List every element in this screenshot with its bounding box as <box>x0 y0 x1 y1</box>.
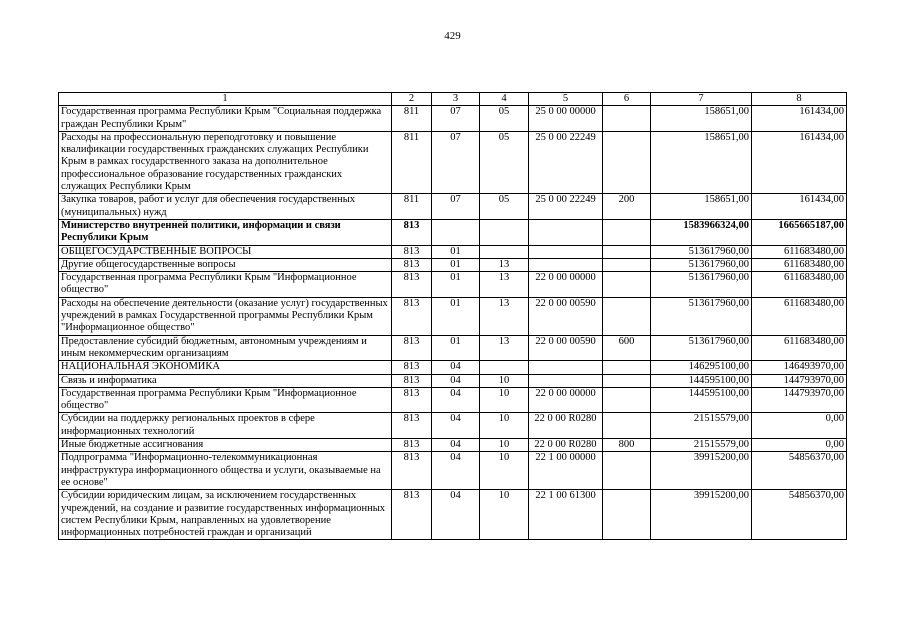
expense-type-cell <box>603 106 651 132</box>
amount-cell: 1665665187,00 <box>752 219 847 245</box>
section-cell: 04 <box>432 413 480 439</box>
target-article-cell <box>529 245 603 258</box>
amount-cell: 0,00 <box>752 413 847 439</box>
table-row <box>59 452 847 490</box>
section-cell: 04 <box>432 490 480 540</box>
expense-type-cell <box>603 452 651 490</box>
table-row <box>59 219 847 245</box>
column-header-8: 8 <box>752 93 847 106</box>
target-article-cell: 25 0 00 22249 <box>529 131 603 193</box>
subsection-cell: 10 <box>480 452 529 490</box>
table-row <box>59 131 847 193</box>
description-cell: Субсидии на поддержку региональных проектов в сфере информационных технологий <box>59 413 392 439</box>
subsection-cell <box>480 245 529 258</box>
subsection-cell: 10 <box>480 387 529 413</box>
table-row <box>59 335 847 361</box>
subsection-cell: 10 <box>480 439 529 452</box>
code-cell: 813 <box>392 272 432 298</box>
amount-cell: 54856370,00 <box>752 452 847 490</box>
amount-cell: 513617960,00 <box>651 245 752 258</box>
subsection-cell: 05 <box>480 106 529 132</box>
amount-cell: 144793970,00 <box>752 374 847 387</box>
column-header-3: 3 <box>432 93 480 106</box>
code-cell: 811 <box>392 131 432 193</box>
subsection-cell: 05 <box>480 131 529 193</box>
target-article-cell: 22 0 00 R0280 <box>529 439 603 452</box>
description-cell: ОБЩЕГОСУДАРСТВЕННЫЕ ВОПРОСЫ <box>59 245 392 258</box>
subsection-cell: 13 <box>480 258 529 271</box>
table-row <box>59 194 847 220</box>
code-cell: 811 <box>392 106 432 132</box>
table-row <box>59 439 847 452</box>
column-header-6: 6 <box>603 93 651 106</box>
amount-cell: 144793970,00 <box>752 387 847 413</box>
amount-cell: 146295100,00 <box>651 361 752 374</box>
expense-type-cell <box>603 490 651 540</box>
target-article-cell <box>529 219 603 245</box>
expense-type-cell <box>603 272 651 298</box>
amount-cell: 1583966324,00 <box>651 219 752 245</box>
description-cell: НАЦИОНАЛЬНАЯ ЭКОНОМИКА <box>59 361 392 374</box>
expense-type-cell <box>603 374 651 387</box>
amount-cell: 513617960,00 <box>651 272 752 298</box>
table-row <box>59 245 847 258</box>
expense-type-cell: 800 <box>603 439 651 452</box>
column-header-1: 1 <box>59 93 392 106</box>
amount-cell: 611683480,00 <box>752 272 847 298</box>
table-row <box>59 361 847 374</box>
code-cell: 813 <box>392 452 432 490</box>
code-cell: 811 <box>392 194 432 220</box>
subsection-cell: 10 <box>480 413 529 439</box>
amount-cell: 39915200,00 <box>651 452 752 490</box>
expense-type-cell <box>603 413 651 439</box>
description-cell: Субсидии юридическим лицам, за исключением государственных учреждений, на создание и развитие государственных информационных систем Республики Крым, направленных на удовлетворение информационных потребностей граждан и организаций <box>59 490 392 540</box>
table-body <box>59 106 847 540</box>
column-header-5: 5 <box>529 93 603 106</box>
target-article-cell: 22 0 00 00590 <box>529 297 603 335</box>
table-row <box>59 272 847 298</box>
amount-cell: 21515579,00 <box>651 439 752 452</box>
description-cell: Расходы на обеспечение деятельности (оказание услуг) государственных учреждений в рамках Государственной программы Республики Крым "Информационное общество" <box>59 297 392 335</box>
table-row <box>59 490 847 540</box>
code-cell: 813 <box>392 258 432 271</box>
code-cell: 813 <box>392 490 432 540</box>
target-article-cell <box>529 258 603 271</box>
code-cell: 813 <box>392 245 432 258</box>
expense-type-cell <box>603 361 651 374</box>
expense-type-cell <box>603 131 651 193</box>
budget-table <box>58 92 847 540</box>
description-cell: Расходы на профессиональную переподготовку и повышение квалификации государственных гражданских служащих Республики Крым в рамках государственного заказа на дополнительное профессиональное образование государственных гражданских служащих Республики Крым <box>59 131 392 193</box>
amount-cell: 161434,00 <box>752 194 847 220</box>
amount-cell: 54856370,00 <box>752 490 847 540</box>
description-cell: Другие общегосударственные вопросы <box>59 258 392 271</box>
subsection-cell: 05 <box>480 194 529 220</box>
section-cell: 04 <box>432 387 480 413</box>
subsection-cell: 13 <box>480 272 529 298</box>
description-cell: Государственная программа Республики Крым "Социальная поддержка граждан Республики Крым" <box>59 106 392 132</box>
table-row <box>59 413 847 439</box>
subsection-cell <box>480 361 529 374</box>
section-cell: 04 <box>432 374 480 387</box>
amount-cell: 21515579,00 <box>651 413 752 439</box>
description-cell: Закупка товаров, работ и услуг для обеспечения государственных (муниципальных) нужд <box>59 194 392 220</box>
section-cell: 04 <box>432 452 480 490</box>
amount-cell: 144595100,00 <box>651 387 752 413</box>
code-cell: 813 <box>392 335 432 361</box>
amount-cell: 513617960,00 <box>651 297 752 335</box>
amount-cell: 158651,00 <box>651 194 752 220</box>
column-header-row <box>59 93 847 106</box>
expense-type-cell <box>603 297 651 335</box>
subsection-cell: 10 <box>480 490 529 540</box>
code-cell: 813 <box>392 219 432 245</box>
description-cell: Подпрограмма "Информационно-телекоммуникационная инфраструктура информационного общества и услуги, оказываемые на ее основе" <box>59 452 392 490</box>
expense-type-cell <box>603 245 651 258</box>
target-article-cell: 22 1 00 00000 <box>529 452 603 490</box>
table-row <box>59 374 847 387</box>
code-cell: 813 <box>392 374 432 387</box>
amount-cell: 513617960,00 <box>651 335 752 361</box>
section-cell: 04 <box>432 361 480 374</box>
section-cell: 01 <box>432 272 480 298</box>
expense-type-cell: 200 <box>603 194 651 220</box>
amount-cell: 158651,00 <box>651 131 752 193</box>
amount-cell: 611683480,00 <box>752 297 847 335</box>
amount-cell: 0,00 <box>752 439 847 452</box>
target-article-cell: 22 1 00 61300 <box>529 490 603 540</box>
target-article-cell: 22 0 00 00590 <box>529 335 603 361</box>
column-header-2: 2 <box>392 93 432 106</box>
code-cell: 813 <box>392 439 432 452</box>
column-header-4: 4 <box>480 93 529 106</box>
amount-cell: 611683480,00 <box>752 335 847 361</box>
section-cell: 01 <box>432 245 480 258</box>
subsection-cell <box>480 219 529 245</box>
target-article-cell: 22 0 00 R0280 <box>529 413 603 439</box>
section-cell: 01 <box>432 335 480 361</box>
amount-cell: 146493970,00 <box>752 361 847 374</box>
subsection-cell: 13 <box>480 335 529 361</box>
amount-cell: 611683480,00 <box>752 258 847 271</box>
description-cell: Государственная программа Республики Крым "Информационное общество" <box>59 387 392 413</box>
description-cell: Иные бюджетные ассигнования <box>59 439 392 452</box>
target-article-cell: 25 0 00 00000 <box>529 106 603 132</box>
amount-cell: 161434,00 <box>752 131 847 193</box>
description-cell: Государственная программа Республики Крым "Информационное общество" <box>59 272 392 298</box>
description-cell: Министерство внутренней политики, информации и связи Республики Крым <box>59 219 392 245</box>
expense-type-cell <box>603 258 651 271</box>
target-article-cell: 25 0 00 22249 <box>529 194 603 220</box>
table-row <box>59 297 847 335</box>
expense-type-cell <box>603 387 651 413</box>
expense-type-cell: 600 <box>603 335 651 361</box>
amount-cell: 513617960,00 <box>651 258 752 271</box>
target-article-cell <box>529 374 603 387</box>
section-cell <box>432 219 480 245</box>
section-cell: 07 <box>432 194 480 220</box>
target-article-cell <box>529 361 603 374</box>
subsection-cell: 13 <box>480 297 529 335</box>
code-cell: 813 <box>392 413 432 439</box>
column-header-7: 7 <box>651 93 752 106</box>
amount-cell: 161434,00 <box>752 106 847 132</box>
target-article-cell: 22 0 00 00000 <box>529 272 603 298</box>
expense-type-cell <box>603 219 651 245</box>
amount-cell: 144595100,00 <box>651 374 752 387</box>
table-row <box>59 258 847 271</box>
table-row <box>59 106 847 132</box>
amount-cell: 39915200,00 <box>651 490 752 540</box>
description-cell: Связь и информатика <box>59 374 392 387</box>
code-cell: 813 <box>392 297 432 335</box>
section-cell: 04 <box>432 439 480 452</box>
section-cell: 07 <box>432 106 480 132</box>
section-cell: 01 <box>432 297 480 335</box>
description-cell: Предоставление субсидий бюджетным, автономным учреждениям и иным некоммерческим организациям <box>59 335 392 361</box>
code-cell: 813 <box>392 361 432 374</box>
code-cell: 813 <box>392 387 432 413</box>
subsection-cell: 10 <box>480 374 529 387</box>
section-cell: 01 <box>432 258 480 271</box>
page-number: 429 <box>444 30 461 42</box>
target-article-cell: 22 0 00 00000 <box>529 387 603 413</box>
amount-cell: 158651,00 <box>651 106 752 132</box>
amount-cell: 611683480,00 <box>752 245 847 258</box>
section-cell: 07 <box>432 131 480 193</box>
table-row <box>59 387 847 413</box>
